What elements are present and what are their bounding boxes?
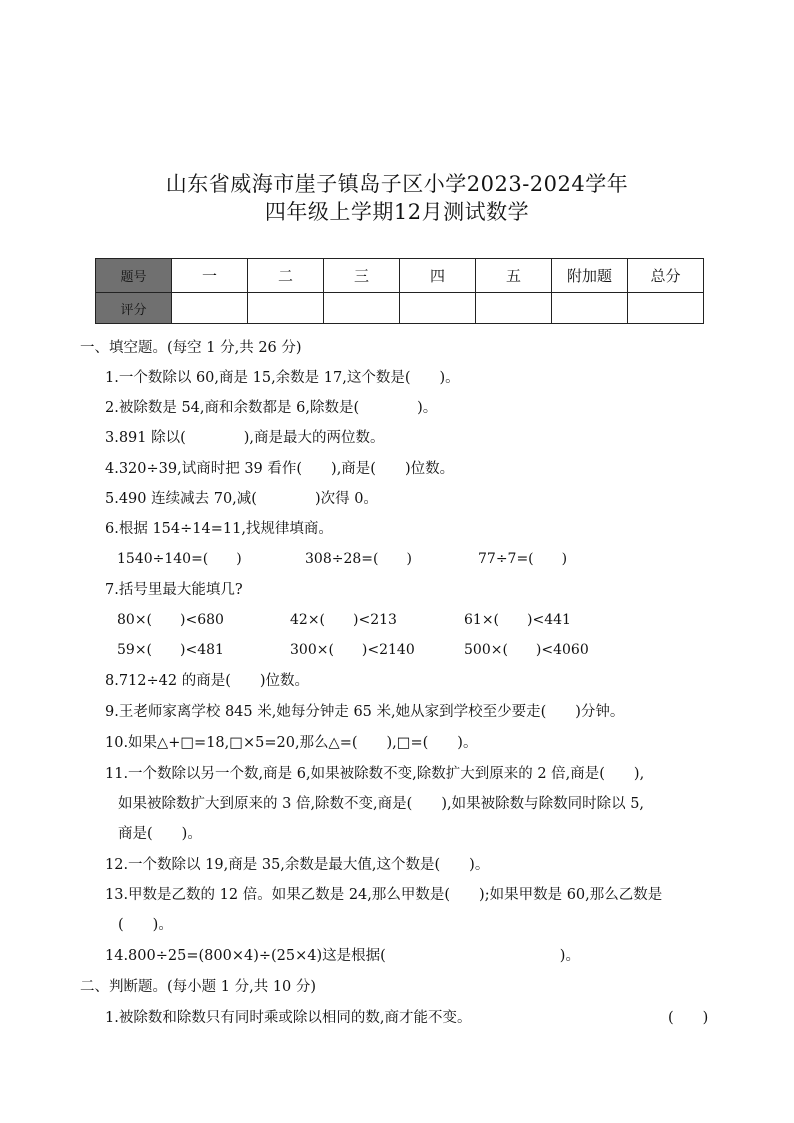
- score-table-score-row: [96, 293, 704, 324]
- q6-item: 77÷7=( ): [478, 551, 568, 567]
- question-11-line1: 11.一个数除以另一个数,商是 6,如果被除数不变,除数扩大到原来的 2 倍,商是( ),: [105, 766, 645, 782]
- q7-item: 61×( )<441: [464, 612, 571, 628]
- q7-item: 59×( )<481: [117, 642, 224, 658]
- question-13-line2: ( )。: [118, 917, 173, 933]
- question-2: 2.被除数是 54,商和余数都是 6,除数是( )。: [105, 400, 438, 416]
- question-1: 1.一个数除以 60,商是 15,余数是 17,这个数是( )。: [105, 370, 460, 386]
- q6-item: 308÷28=( ): [305, 551, 412, 567]
- score-input-cell[interactable]: [628, 293, 704, 324]
- score-input-cell[interactable]: [476, 293, 552, 324]
- question-8: 8.712÷42 的商是( )位数。: [105, 673, 310, 689]
- q7-item: 42×( )<213: [290, 612, 397, 628]
- question-5: 5.490 连续减去 70,减( )次得 0。: [105, 491, 378, 507]
- score-header-cell: 总分: [628, 259, 704, 293]
- score-input-cell[interactable]: [248, 293, 324, 324]
- q7-item: 80×( )<680: [117, 612, 224, 628]
- section2-header: 二、判断题。(每小题 1 分,共 10 分): [80, 979, 317, 995]
- question-7: 7.括号里最大能填几?: [105, 582, 243, 598]
- score-input-cell[interactable]: [324, 293, 400, 324]
- question-9: 9.王老师家离学校 845 米,她每分钟走 65 米,她从家到学校至少要走( )分钟。: [105, 704, 625, 720]
- score-header-cell: 五: [476, 259, 552, 293]
- judge-answer-paren: ( ): [668, 1010, 709, 1026]
- question-3: 3.891 除以( ),商是最大的两位数。: [105, 430, 385, 446]
- question-11-line2: 如果被除数扩大到原来的 3 倍,除数不变,商是( ),如果被除数与除数同时除以 5,: [118, 796, 645, 812]
- question-11-line3: 商是( )。: [118, 826, 202, 842]
- score-row-label: 评分: [96, 293, 172, 324]
- section1-header: 一、填空题。(每空 1 分,共 26 分): [80, 340, 302, 356]
- score-header-cell: 一: [172, 259, 248, 293]
- question-12: 12.一个数除以 19,商是 35,余数是最大值,这个数是( )。: [105, 857, 490, 873]
- score-table-header-row: [96, 259, 704, 293]
- score-header-cell: 附加题: [552, 259, 628, 293]
- score-header-cell: 四: [400, 259, 476, 293]
- question-4: 4.320÷39,试商时把 39 看作( ),商是( )位数。: [105, 461, 455, 477]
- score-table: [95, 258, 704, 324]
- score-input-cell[interactable]: [552, 293, 628, 324]
- question-13-line1: 13.甲数是乙数的 12 倍。如果乙数是 24,那么甲数是( );如果甲数是 60,那么乙数是: [105, 887, 663, 903]
- question-14: 14.800÷25=(800×4)÷(25×4)这是根据( )。: [105, 948, 580, 964]
- page-title-line2: 四年级上学期12月测试数学: [264, 200, 530, 224]
- page-title-line1: 山东省威海市崖子镇岛子区小学2023-2024学年: [165, 172, 629, 196]
- score-input-cell[interactable]: [172, 293, 248, 324]
- score-header-cell: 题号: [96, 259, 172, 293]
- q7-item: 300×( )<2140: [290, 642, 415, 658]
- score-header-cell: 二: [248, 259, 324, 293]
- judge-question-1: 1.被除数和除数只有同时乘或除以相同的数,商才能不变。: [105, 1010, 472, 1026]
- question-6: 6.根据 154÷14=11,找规律填商。: [105, 521, 333, 537]
- score-header-cell: 三: [324, 259, 400, 293]
- q7-item: 500×( )<4060: [464, 642, 589, 658]
- question-10: 10.如果△+□=18,□×5=20,那么△=( ),□=( )。: [105, 735, 478, 751]
- q6-item: 1540÷140=( ): [117, 551, 242, 567]
- score-input-cell[interactable]: [400, 293, 476, 324]
